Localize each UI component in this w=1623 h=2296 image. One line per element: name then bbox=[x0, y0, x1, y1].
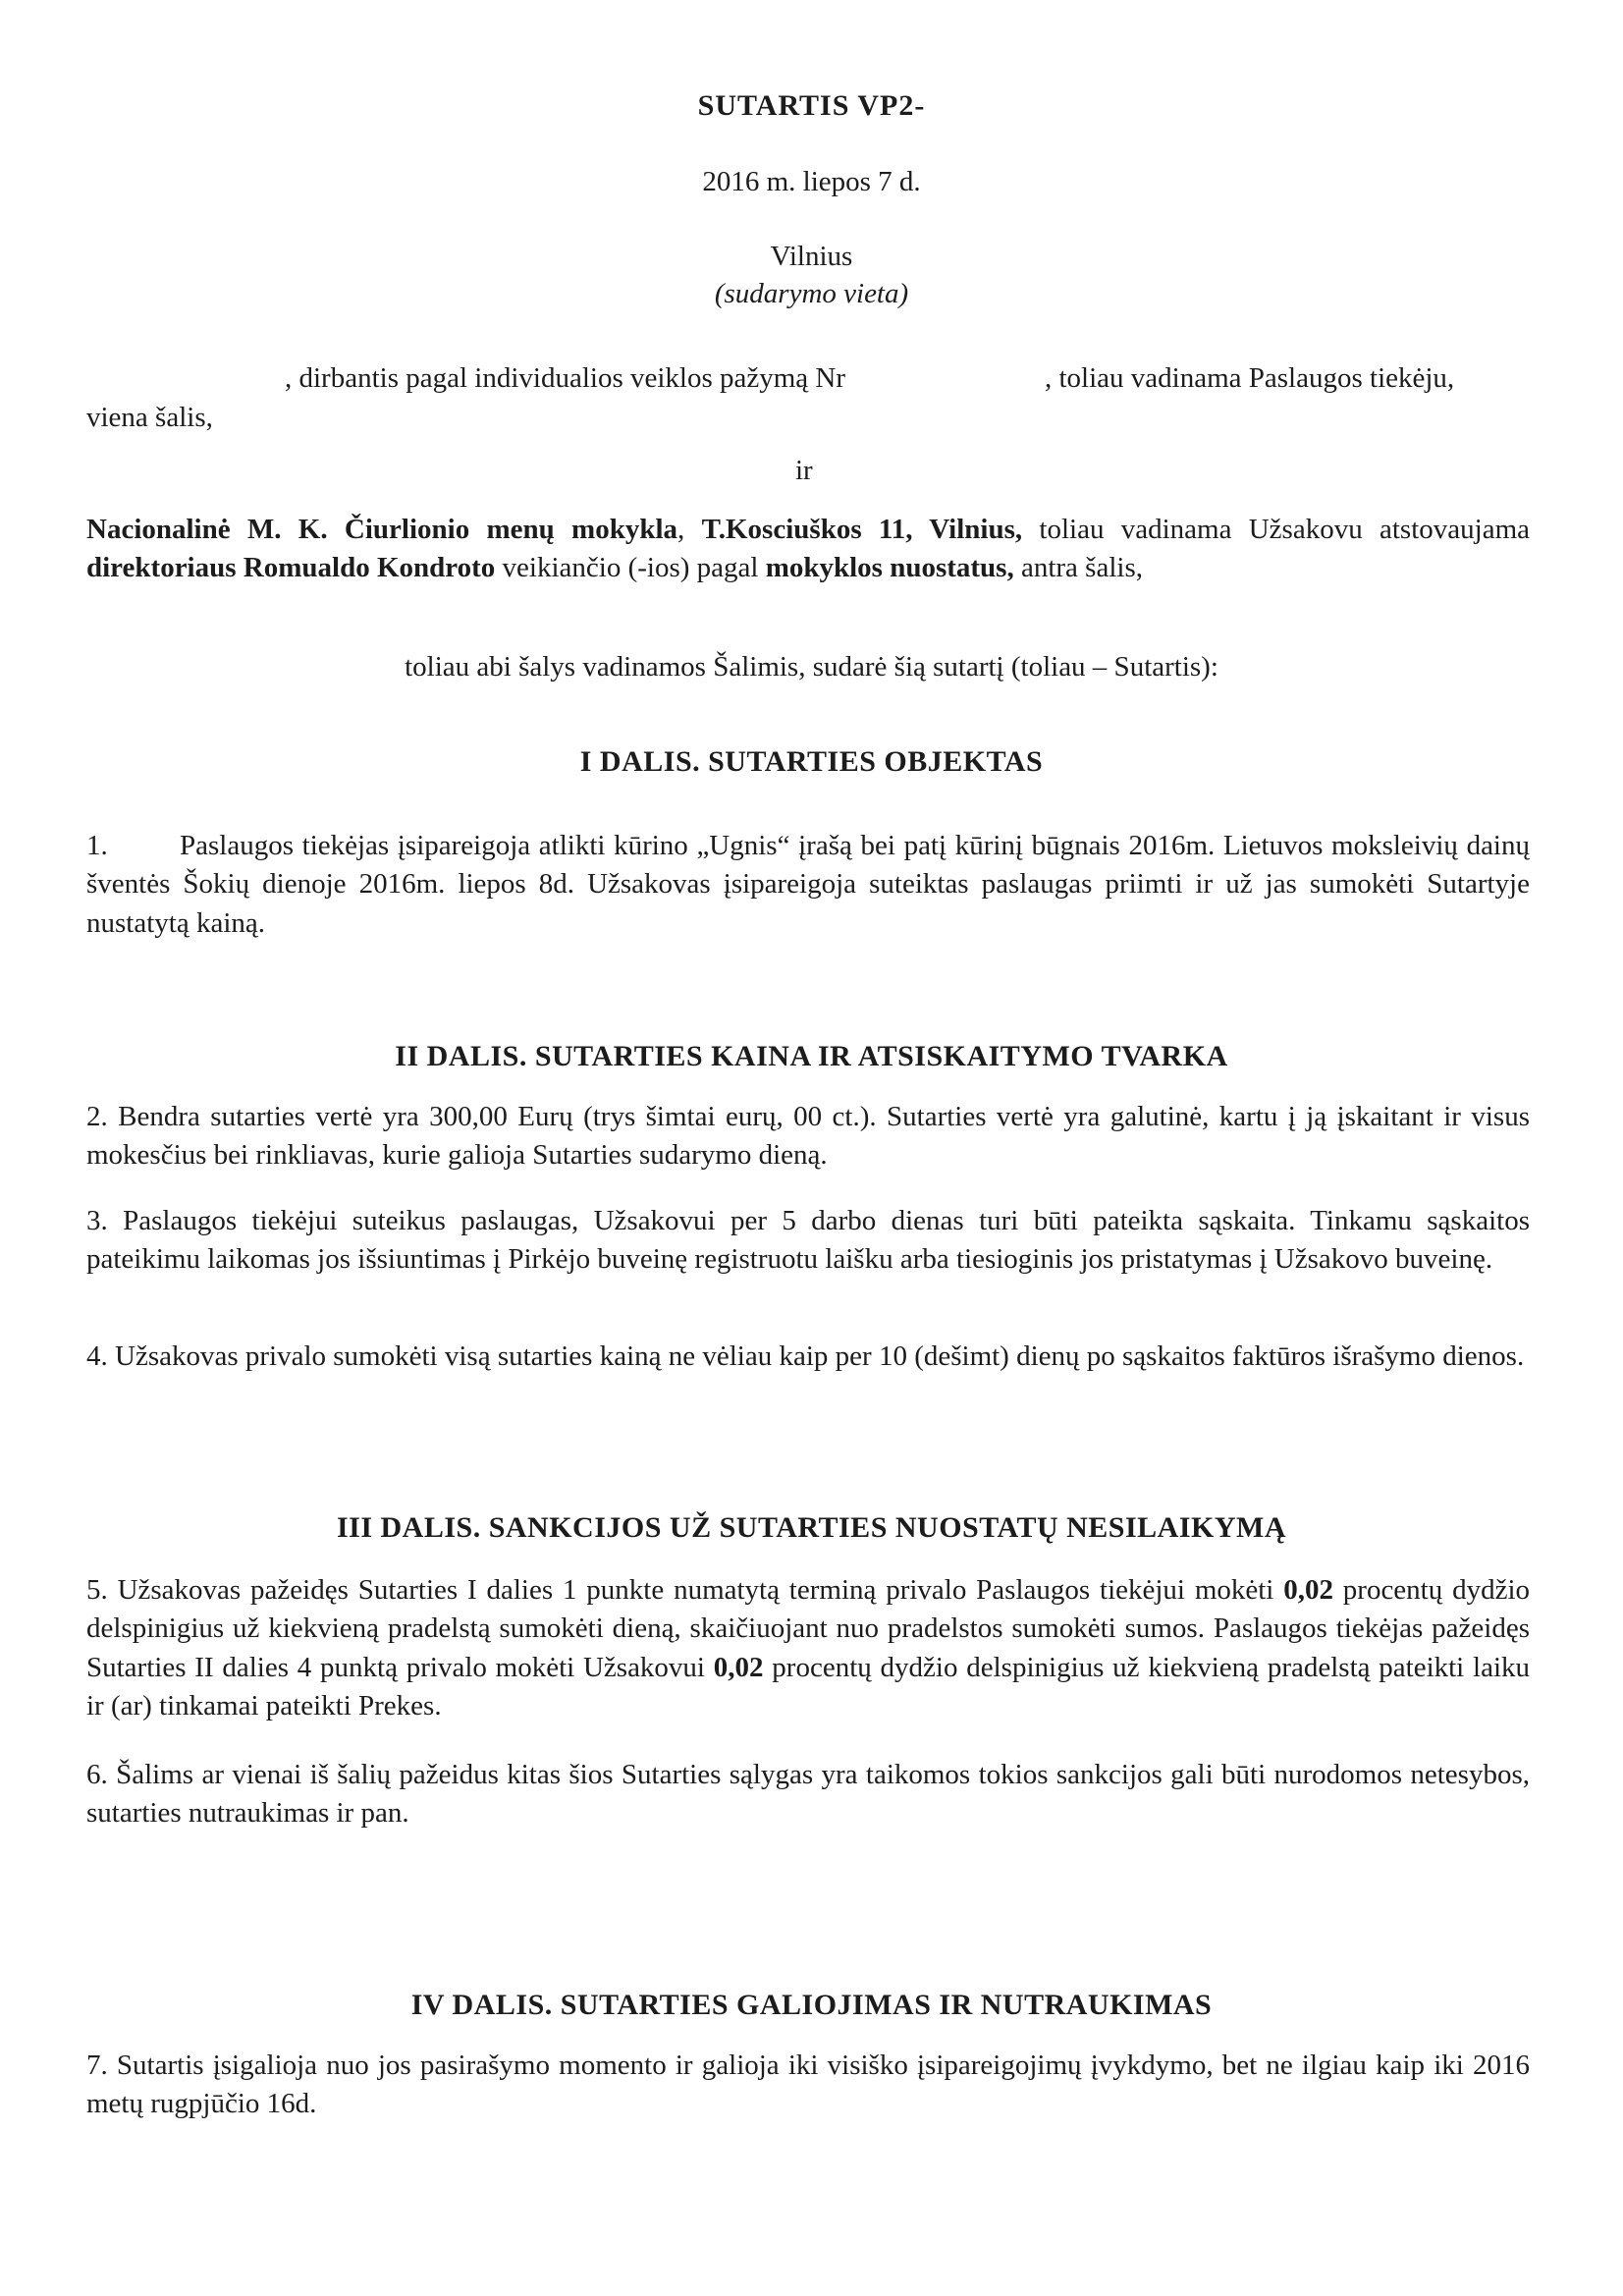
paragraph-6: 6. Šalims ar vienai iš šalių pažeidus kitas šios Sutarties sąlygas yra taikomos tokios sankcijos gali būti nurodomos netesybos, sutarties nutraukimas ir pan. bbox=[86, 1759, 1530, 1830]
paragraph-7: 7. Sutartis įsigalioja nuo jos pasirašymo momento ir galioja iki visiško įsipareigojimų įvykdymo, bet ne ilgiau kaip iki 2016 metų rugpjūčio 16d. bbox=[86, 2050, 1530, 2120]
paragraph-5-part-a: 5. Užsakovas pažeidęs Sutarties I dalies 1 punkte numatytą terminą privalo Paslaugos tiekėjui mokėti bbox=[86, 1574, 1284, 1606]
paragraph-5-part-c: procentų dydžio delspinigius už kiekvieną pradelstą pateikti laiku ir (ar) tinkamai pateikti Prekes. bbox=[86, 1651, 1530, 1722]
customer-address: T.Kosciuškos 11, Vilnius, bbox=[701, 514, 1023, 545]
supplier-line-part1: , dirbantis pagal individualios veiklos pažymą Nr bbox=[285, 362, 846, 394]
customer-name: Nacionalinė M. K. Čiurlionio menų mokykla bbox=[86, 514, 678, 545]
customer-text-2: veikiančio (-ios) pagal bbox=[495, 552, 766, 584]
section-2-heading: II DALIS. SUTARTIES KAINA IR ATSISKAITYMO TVARKA bbox=[395, 1040, 1228, 1072]
paragraph-1-text: Paslaugos tiekėjas įsipareigoja atlikti kūrino „Ugnis“ įrašą bei patį kūrinį būgnais 2016m. Lietuvos moksleivių dainų šventės Šokių dienoje 2016m. liepos 8d. Užsakovas įsipareigoja suteiktas paslaugas priimti ir už jas sumokėti Sutartyje nustatytą kainą. bbox=[86, 830, 1530, 939]
contract-date: 2016 m. liepos 7 d. bbox=[702, 166, 921, 197]
both-parties-line: toliau abi šalys vadinamos Šalimis, sudarė šią sutartį (toliau – Sutartis): bbox=[405, 651, 1218, 683]
section-3-heading: III DALIS. SANKCIJOS UŽ SUTARTIES NUOSTATŲ NESILAIKYMĄ bbox=[336, 1511, 1286, 1544]
supplier-line-part2: , toliau vadinama Paslaugos tiekėju, bbox=[1045, 362, 1455, 394]
customer-text-3: antra šalis, bbox=[1013, 552, 1143, 584]
paragraph-5-part-b: procentų dydžio delspinigius už kiekvieną pradelstą sumokėti dieną, skaičiuojant nuo pradelstos sumokėti sumos. Paslaugos tiekėjas pažeidęs Sutarties II dalies 4 punktą privalo mokėti Užsakovui bbox=[86, 1574, 1530, 1683]
supplier-line-part3: viena šalis, bbox=[86, 402, 213, 433]
contract-place-note: (sudarymo vieta) bbox=[714, 278, 909, 309]
conjunction-and: ir bbox=[795, 455, 813, 486]
paragraph-5-rate-2: 0,02 bbox=[713, 1651, 764, 1683]
contract-title: SUTARTIS VP2- bbox=[697, 89, 926, 122]
section-1-heading: I DALIS. SUTARTIES OBJEKTAS bbox=[579, 745, 1044, 778]
paragraph-4: 4. Užsakovas privalo sumokėti visą sutarties kainą ne vėliau kaip per 10 (dešimt) dienų po sąskaitos faktūros išrašymo dienos. bbox=[86, 1340, 1525, 1372]
contract-place: Vilnius bbox=[770, 241, 853, 272]
paragraph-3: 3. Paslaugos tiekėjui suteikus paslaugas, Užsakovui per 5 darbo dienas turi būti pateikta sąskaita. Tinkamu sąskaitos pateikimu laikomas jos išsiuntimas į Pirkėjo buveinę registruotu laišku arba tiesioginis jos pristatymas į Užsakovo buveinę. bbox=[86, 1205, 1530, 1276]
customer-basis: mokyklos nuostatus, bbox=[765, 552, 1014, 584]
customer-paragraph bbox=[86, 511, 1530, 588]
paragraph-2: 2. Bendra sutarties vertė yra 300,00 Eurų (trys šimtai eurų, 00 ct.). Sutarties vertė yra galutinė, kartu į ją įskaitant ir visus mokesčius bei rinkliavas, kurie galioja Sutarties sudarymo dieną. bbox=[86, 1101, 1530, 1172]
paragraph-5-rate-1: 0,02 bbox=[1283, 1574, 1333, 1606]
paragraph-1 bbox=[86, 827, 1530, 943]
paragraph-5 bbox=[86, 1571, 1530, 1726]
customer-separator: , bbox=[677, 514, 702, 545]
paragraph-1-number: 1. bbox=[86, 830, 108, 861]
customer-text-1: toliau vadinama Užsakovu atstovaujama bbox=[1022, 514, 1530, 545]
section-4-heading: IV DALIS. SUTARTIES GALIOJIMAS IR NUTRAUKIMAS bbox=[410, 1989, 1213, 2021]
customer-director: direktoriaus Romualdo Kondroto bbox=[86, 552, 496, 584]
